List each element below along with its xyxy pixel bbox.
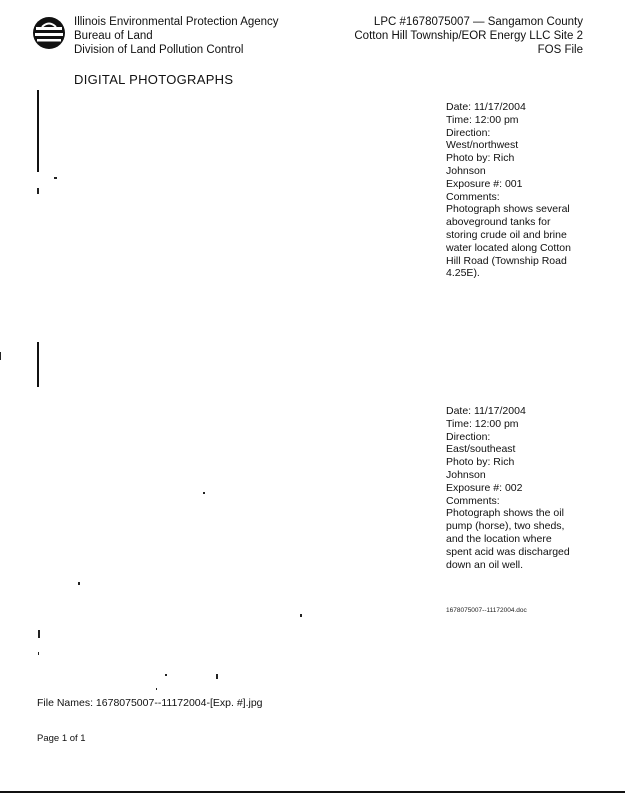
lpc-number: LPC #1678075007 — Sangamon County xyxy=(373,16,583,28)
photo-comments: Photograph shows the oil pump (horse), two sheds, and the location where spent acid was discharged down an oil well. xyxy=(446,507,570,571)
scan-speck xyxy=(0,352,1,360)
file-names: File Names: 1678075007--11172004-[Exp. #].jpg xyxy=(37,697,263,709)
photo-2-caption xyxy=(446,405,596,571)
agency-name: Illinois Environmental Protection Agency xyxy=(74,16,279,28)
photo-date: Date: 11/17/2004 xyxy=(446,101,526,113)
scan-speck xyxy=(156,688,157,690)
scan-speck xyxy=(216,674,218,679)
photo-by: Photo by: Rich xyxy=(446,152,515,165)
site-reference-block xyxy=(354,15,583,57)
photo-by-name: Johnson xyxy=(446,164,486,177)
photo-time: Time: 12:00 pm xyxy=(446,113,519,126)
photo-direction-label: Direction: xyxy=(446,126,491,139)
scan-speck xyxy=(78,582,80,585)
photo-date: Date: 11/17/2004 xyxy=(446,405,526,417)
scan-speck xyxy=(54,177,57,179)
photo-1-caption xyxy=(446,101,596,280)
photo-direction-value: East/southeast xyxy=(446,443,516,456)
photo-direction-label: Direction: xyxy=(446,430,491,443)
photo-2 xyxy=(37,342,429,642)
page-number: Page 1 of 1 xyxy=(37,733,86,744)
illinois-epa-seal-icon xyxy=(32,16,66,50)
file-type: FOS File xyxy=(537,44,583,56)
scan-speck xyxy=(38,652,39,655)
photo-2-edge xyxy=(37,342,39,387)
photo-by-name: Johnson xyxy=(446,468,486,481)
agency-division: Division of Land Pollution Control xyxy=(74,44,244,56)
photo-comments-label: Comments: xyxy=(446,190,500,203)
scan-speck xyxy=(38,630,40,638)
photo-exposure: Exposure #: 002 xyxy=(446,481,523,494)
scan-speck xyxy=(165,674,167,676)
scan-speck xyxy=(203,492,205,494)
agency-bureau: Bureau of Land xyxy=(74,30,153,42)
photo-exposure: Exposure #: 001 xyxy=(446,177,523,190)
page-bottom-rule xyxy=(0,791,625,793)
scan-speck xyxy=(300,614,302,617)
photo-comments-label: Comments: xyxy=(446,494,500,507)
scan-speck xyxy=(37,188,39,194)
photo-time: Time: 12:00 pm xyxy=(446,417,519,430)
page-title: DIGITAL PHOTOGRAPHS xyxy=(74,72,234,87)
photo-direction-value: West/northwest xyxy=(446,139,519,152)
doc-filename: 1678075007--11172004.doc xyxy=(446,607,527,614)
site-name: Cotton Hill Township/EOR Energy LLC Site 2 xyxy=(354,30,583,42)
photo-1 xyxy=(37,90,429,200)
photo-by: Photo by: Rich xyxy=(446,456,515,469)
photo-comments: Photograph shows several aboveground tanks for storing crude oil and brine water located along Cotton Hill Road (Township Road 4.25E). xyxy=(446,203,571,280)
agency-block xyxy=(74,15,279,57)
photo-1-edge xyxy=(37,90,39,172)
